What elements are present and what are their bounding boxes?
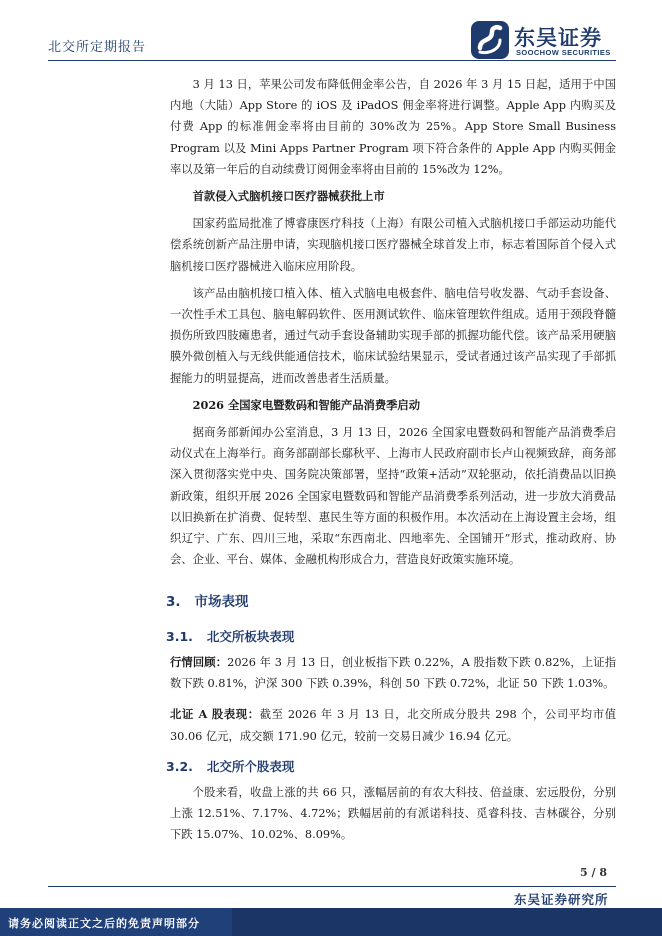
section-3-1-title: 北交所板块表现	[206, 629, 295, 644]
stocks-body	[170, 782, 616, 846]
bci-approval-paragraph: 国家药监局批准了博睿康医疗科技（上海）有限公司植入式脑机接口手部运动功能代偿系统创新产品注册申请，实现脑机接口医疗器械全球首发上市，标志着国际首个侵入式脑机接口医疗器械进入临床应用阶段。	[170, 217, 616, 273]
section-3-2-number: 3.2.	[166, 759, 193, 774]
report-type-title: 北交所定期报告	[48, 40, 147, 55]
section-3-1-heading	[166, 627, 294, 645]
section-3-1-number: 3.1.	[166, 629, 193, 644]
consumption-season-paragraph: 据商务部新闻办公室消息，3 月 13 日，2026 全国家电暨数码和智能产品消费季启动仪式在上海举行。商务部副部长鄢秋平、上海市人民政府副市长卢山视频致辞，商务部深入贯彻落实党中央、国务院决策部署，坚持“政策+活动”双轮驱动，依托消费品以旧换新政策，组织开展 2026 全国家电暨数码和智能产品消费季系列活动，进一步放大消费品以旧换新在扩消费、促转型、惠民生等方面的积极作用。本次活动在上海设置主会场，组织辽宁、广东、四川三地，采取“东西南北、四地率先、全国铺开”形式，推动政府、协会、企业、平台、媒体、金融机构形成合力，营造良好政策实施环境。	[170, 426, 616, 567]
header-divider	[48, 60, 616, 61]
market-review-paragraph	[170, 652, 616, 694]
section-3-2-title: 北交所个股表现	[206, 759, 295, 774]
section-3-2-heading	[166, 757, 294, 775]
bse-a-share-label: 北证 A 股表现：	[170, 707, 260, 722]
soochow-logo-icon	[470, 20, 510, 60]
section-3-heading	[166, 590, 249, 610]
page-number: 5 / 8	[580, 866, 607, 879]
upper-body	[170, 74, 616, 570]
footer-divider	[48, 886, 616, 887]
section-3-title: 市场表现	[194, 594, 249, 610]
bci-subheading: 首款侵入式脑机接口医疗器械获批上市	[192, 189, 385, 204]
bse-a-share-text: 截至 2026 年 3 月 13 日，北交所成分股共 298 个，公司平均市值 30.06 亿元，成交额 171.90 亿元，较前一交易日减少 16.94 亿元。	[170, 708, 616, 743]
consumption-season-subheading: 2026 全国家电暨数码和智能产品消费季启动	[192, 397, 421, 412]
market-review-text: 2026 年 3 月 13 日，创业板指下跌 0.22%，A 股指数下跌 0.82%，上证指数下跌 0.81%，沪深 300 下跌 0.39%，科创 50 下跌 0.72%，北证 50 下跌 1.03%。	[170, 656, 616, 691]
section-3-number: 3.	[166, 594, 181, 610]
individual-stocks-paragraph: 个股来看，收盘上涨的共 66 只，涨幅居前的有农大科技、倍益康、宏远股份，分别上涨 12.51%、7.17%、4.72%；跌幅居前的有派诺科技、觅睿科技、吉林碳谷，分别下跌 15.07%、10.02%、8.09%。	[170, 786, 616, 842]
footer-band	[232, 908, 662, 936]
footer-bar	[0, 908, 662, 936]
soochow-logo	[470, 20, 620, 60]
bci-product-paragraph: 该产品由脑机接口植入体、植入式脑电电极套件、脑电信号收发器、气动手套设备、一次性手术工具包、脑电解码软件、医用测试软件、临床管理软件组成。适用于颈段脊髓损伤所致四肢瘫患者，通过气动手套设备辅助实现手部的抓握功能代偿。该产品采用硬脑膜外微创植入与无线供能通信技术，临床试验结果显示，受试者通过该产品实现了手部抓握能力的明显提高，进而改善患者生活质量。	[170, 286, 616, 385]
market-review-label: 行情回顾：	[170, 655, 228, 669]
page-header	[0, 0, 662, 68]
apple-commission-paragraph: 3 月 13 日，苹果公司发布降低佣金率公告，自 2026 年 3 月 15 日起，适用于中国内地（大陆）App Store 的 iOS 及 iPadOS 佣金率将进行调整。Apple App 内购买及付费 App 的标准佣金率将由目前的 30%改为 25%。App Store Small Business Program 以及 Mini Apps Partner Program 项下符合条件的 Apple App 内购买佣金率以及第一年后的自动续费订阅佣金率将由目前的 15%改为 12%。	[170, 78, 616, 176]
market-body	[170, 652, 616, 747]
bse-a-share-paragraph	[170, 704, 616, 746]
disclaimer-notice: 请务必阅读正文之后的免责声明部分	[8, 917, 200, 930]
footer-organization: 东吴证券研究所	[514, 892, 609, 907]
logo-name-en: SOOCHOW SECURITIES	[516, 48, 611, 57]
logo-name-cn: 东吴证券	[514, 26, 602, 50]
